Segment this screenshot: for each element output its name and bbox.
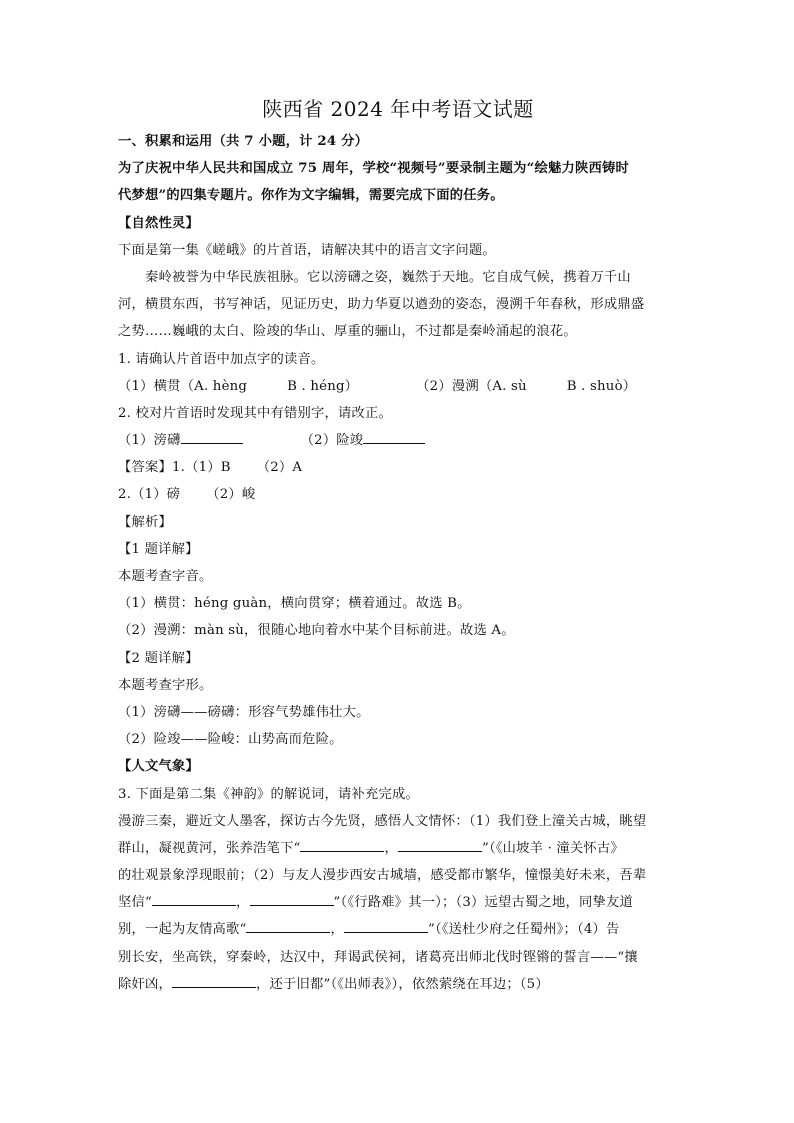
answer-line-2 xyxy=(118,481,678,508)
q3-line-4 xyxy=(118,889,678,916)
answer-blank xyxy=(181,429,243,444)
answer-blank xyxy=(363,429,425,444)
passage1-line-2: 河，横贯东西，书写神话，见证历史，助力华夏以遒劲的姿态，漫溯千年春秋，形成鼎盛 xyxy=(118,297,645,313)
answer-2b: （2）峻 xyxy=(206,487,256,503)
q3-line-2 xyxy=(118,835,678,862)
part1-lead: 下面是第一集《嵯峨》的片首语，请解决其中的语言文字问题。 xyxy=(118,242,496,258)
q3-line-6: 别长安，坐高铁，穿秦岭，达汉中，拜谒武侯祠，诸葛亮出师北伐时铿锵的誓言——“攘 xyxy=(118,949,638,965)
q2-items xyxy=(118,427,678,454)
q2-a-label: （1）滂礴 xyxy=(118,433,181,449)
q3-line-5-text-b: ”（《送杜少府之任蜀州》；（4）告 xyxy=(427,922,620,938)
answer-line-1 xyxy=(118,454,678,481)
page-title: 陕西省 2024 年中考语文试题 xyxy=(262,97,534,121)
q3-line-4-text-b: ”（《行路难》其一）；（3）远望古蜀之地，同挚友道 xyxy=(333,895,633,911)
q1-b-opt-b: B . shuò） xyxy=(566,378,637,394)
q3-line-7-text-a: 除奸凶， xyxy=(118,976,172,992)
answer-blank xyxy=(344,918,428,933)
q2-detail-focus: 本题考查字形。 xyxy=(118,677,213,693)
q1-options xyxy=(118,373,678,400)
answer-blank xyxy=(398,837,482,852)
q1-b-label: （2）漫溯（A. sù xyxy=(416,378,527,394)
intro-line-2: 代梦想”的四集专题片。你作为文字编辑，需要完成下面的任务。 xyxy=(118,188,504,204)
q1-detail-item-1: （1）横贯：héng guàn，横向贯穿；横着通过。故选 B。 xyxy=(118,596,471,612)
q1-stem: 1. 请确认片首语中加点字的读音。 xyxy=(118,351,325,367)
passage1-line-1: 秦岭被誉为中华民族祖脉。它以滂礴之姿，巍然于天地。它自成气候，携着万千山 xyxy=(145,269,631,285)
q3-line-2-text-b: ”（《山坡羊 · 潼关怀古》 xyxy=(481,840,624,856)
q3-line-7-text-b: ，还于旧都”（《出师表》），依然萦绕在耳边；（5） xyxy=(256,976,549,992)
q3-line-4-text-a: 坚信“ xyxy=(118,895,152,911)
q1-a-opt-b: B . héng） xyxy=(287,378,359,394)
q3-stem: 3. 下面是第二集《神韵》的解说词，请补充完成。 xyxy=(118,786,419,802)
q1-detail-heading: 【1 题详解】 xyxy=(118,541,199,557)
q1-detail-focus: 本题考查字音。 xyxy=(118,569,213,584)
q3-line-1: 漫游三秦，避近文人墨客，探访古今先贤，感悟人文情怀：（1）我们登上潼关古城，眺望 xyxy=(118,813,647,829)
part1-heading: 【自然性灵】 xyxy=(118,215,199,231)
answer-blank xyxy=(246,918,330,933)
answer-1a: 【答案】1.（1）B xyxy=(118,460,231,476)
q3-line-7 xyxy=(118,971,678,998)
exam-page xyxy=(118,94,678,998)
q3-line-3: 的壮观景象浮现眼前；（2）与友人漫步西安古城墙，感受都市繁华，憧憬美好未来，吾辈 xyxy=(118,868,647,884)
answer-blank xyxy=(172,973,256,988)
q3-line-5 xyxy=(118,916,678,943)
part2-heading: 【人文气象】 xyxy=(118,759,199,775)
answer-blank xyxy=(250,891,334,906)
q3-line-4-comma: ， xyxy=(236,895,250,911)
q2-detail-item-1: （1）滂礴——磅礴：形容气势雄伟壮大。 xyxy=(118,704,370,720)
q3-line-5-comma: ， xyxy=(330,922,344,938)
answer-1b: （2）A xyxy=(256,460,303,476)
q2-b-label: （2）险竣 xyxy=(300,433,364,449)
answer-blank xyxy=(152,891,236,906)
intro-line-1: 为了庆祝中华人民共和国成立 75 周年，学校“视频号”要录制主题为“绘魅力陕西铸时 xyxy=(118,161,629,177)
q1-detail-item-2: （2）漫溯：màn sù，很随心地向着水中某个目标前进。故选 A。 xyxy=(118,623,515,639)
q1-a-label: （1）横贯（A. hèng xyxy=(118,378,248,394)
section-heading: 一、积累和运用（共 7 小题，计 24 分） xyxy=(118,134,369,149)
q3-line-5-text-a: 别，一起为友情高歌“ xyxy=(118,922,247,938)
q2-detail-heading: 【2 题详解】 xyxy=(118,650,199,666)
q2-stem: 2. 校对片首语时发现其中有错别字，请改正。 xyxy=(118,405,392,421)
q2-detail-item-2: （2）险竣——险峻：山势高而危险。 xyxy=(118,732,343,748)
answer-blank xyxy=(300,837,384,852)
q3-line-2-text-a: 群山，凝视黄河，张养浩笔下“ xyxy=(118,840,301,856)
analysis-heading: 【解析】 xyxy=(118,514,172,530)
answer-2a: 2.（1）磅 xyxy=(118,487,181,503)
passage1-line-3: 之势……巍峨的太白、险竣的华山、厚重的骊山，不过都是秦岭涌起的浪花。 xyxy=(118,324,577,340)
q3-line-2-comma: ， xyxy=(384,840,398,856)
